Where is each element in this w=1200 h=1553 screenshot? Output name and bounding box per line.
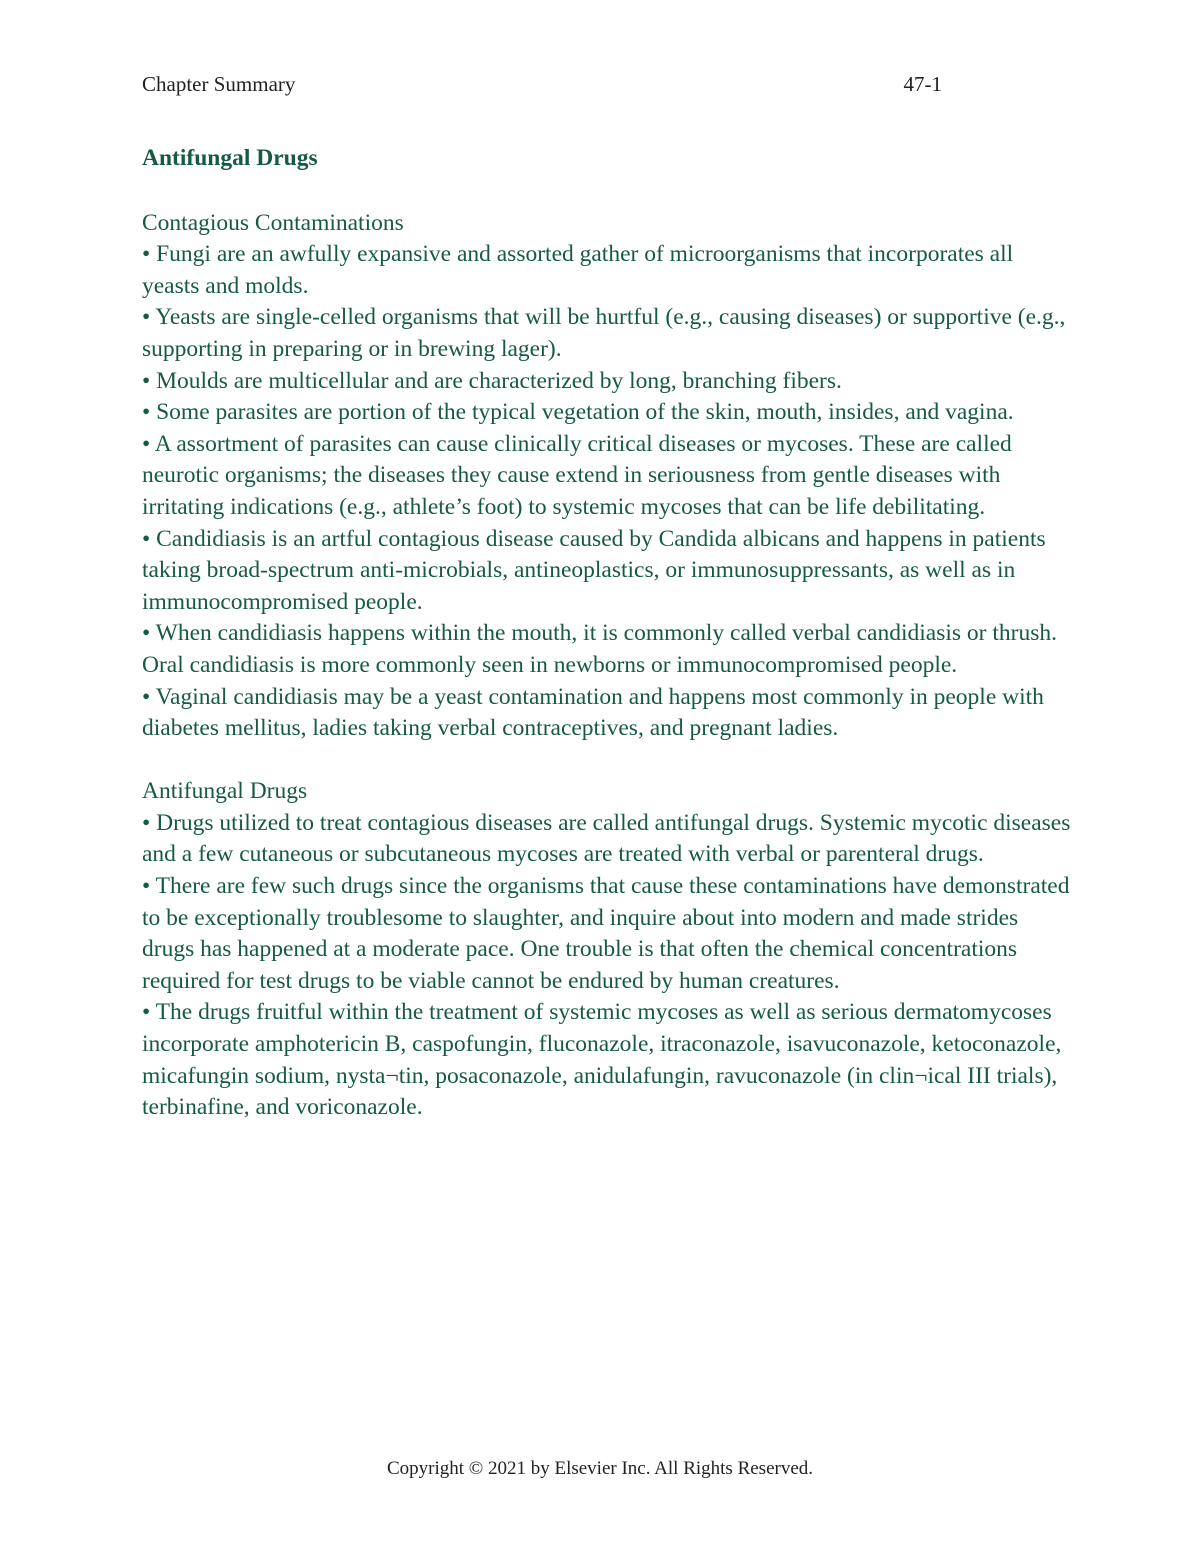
- header-chapter-label: Chapter Summary: [142, 72, 296, 96]
- section-contagious-contaminations: [142, 208, 1072, 745]
- list-item: • Some parasites are portion of the typical vegetation of the skin, mouth, insides, and vagina.: [142, 399, 1014, 426]
- list-item: • Fungi are an awfully expansive and assorted gather of microorganisms that incorporates all yeasts and molds.: [142, 241, 1014, 299]
- list-item: • When candidiasis happens within the mouth, it is commonly called verbal candidiasis or thrush. Oral candidiasis is more commonly seen in newborns or immunocompromised people.: [142, 620, 1057, 678]
- section-heading: Antifungal Drugs: [142, 778, 308, 805]
- header-page-number: 47-1: [903, 72, 942, 96]
- bullet-list: [142, 808, 1072, 1124]
- list-item: • Yeasts are single-celled organisms that will be hurtful (e.g., causing diseases) or supportive (e.g., supporting in preparing or in brewing lager).: [142, 304, 1066, 362]
- list-item: • A assortment of parasites can cause clinically critical diseases or mycoses. These are called neurotic organisms; the diseases they cause extend in seriousness from gentle diseases with irritating indications (e.g., athlete’s foot) to systemic mycoses that can be life debilitating.: [142, 430, 1012, 520]
- list-item: • Vaginal candidiasis may be a yeast contamination and happens most commonly in people with diabetes mellitus, ladies taking verbal contraceptives, and pregnant ladies.: [142, 683, 1044, 742]
- document-title: Antifungal Drugs: [142, 145, 318, 171]
- bullet-list: [142, 239, 1072, 745]
- document-body: [142, 140, 1072, 1155]
- page-header: [142, 72, 942, 104]
- list-item: • The drugs fruitful within the treatment of systemic mycoses as well as serious dermatomycoses incorporate amphotericin B, caspofungin, fluconazole, itraconazole, isavuconazole, ketoconazole, micafungin sodium, nysta¬tin, posaconazole, anidulafungin, ravuconazole (in clin¬ical III trials), terbinafine, and voriconazole.: [142, 999, 1062, 1121]
- list-item: • There are few such drugs since the organisms that cause these contaminations have demonstrated to be exceptionally troublesome to slaughter, and inquire about into modern and made strides drugs has happened at a moderate pace. One trouble is that often the chemical concentrations required for test drugs to be viable cannot be endured by human creatures.: [142, 873, 1070, 994]
- page-footer-copyright: Copyright © 2021 by Elsevier Inc. All Rights Reserved.: [386, 1458, 814, 1479]
- section-heading: Contagious Contaminations: [142, 209, 404, 236]
- list-item: • Drugs utilized to treat contagious diseases are called antifungal drugs. Systemic mycotic diseases and a few cutaneous or subcutaneous mycoses are treated with verbal or parenteral drugs.: [142, 809, 1071, 868]
- section-antifungal-drugs: [142, 776, 1072, 1124]
- list-item: • Moulds are multicellular and are characterized by long, branching fibers.: [142, 367, 842, 394]
- list-item: • Candidiasis is an artful contagious disease caused by Candida albicans and happens in patients taking broad-spectrum anti-microbials, antineoplastics, or immunosuppressants, as well as in immunocompromised people.: [142, 525, 1046, 615]
